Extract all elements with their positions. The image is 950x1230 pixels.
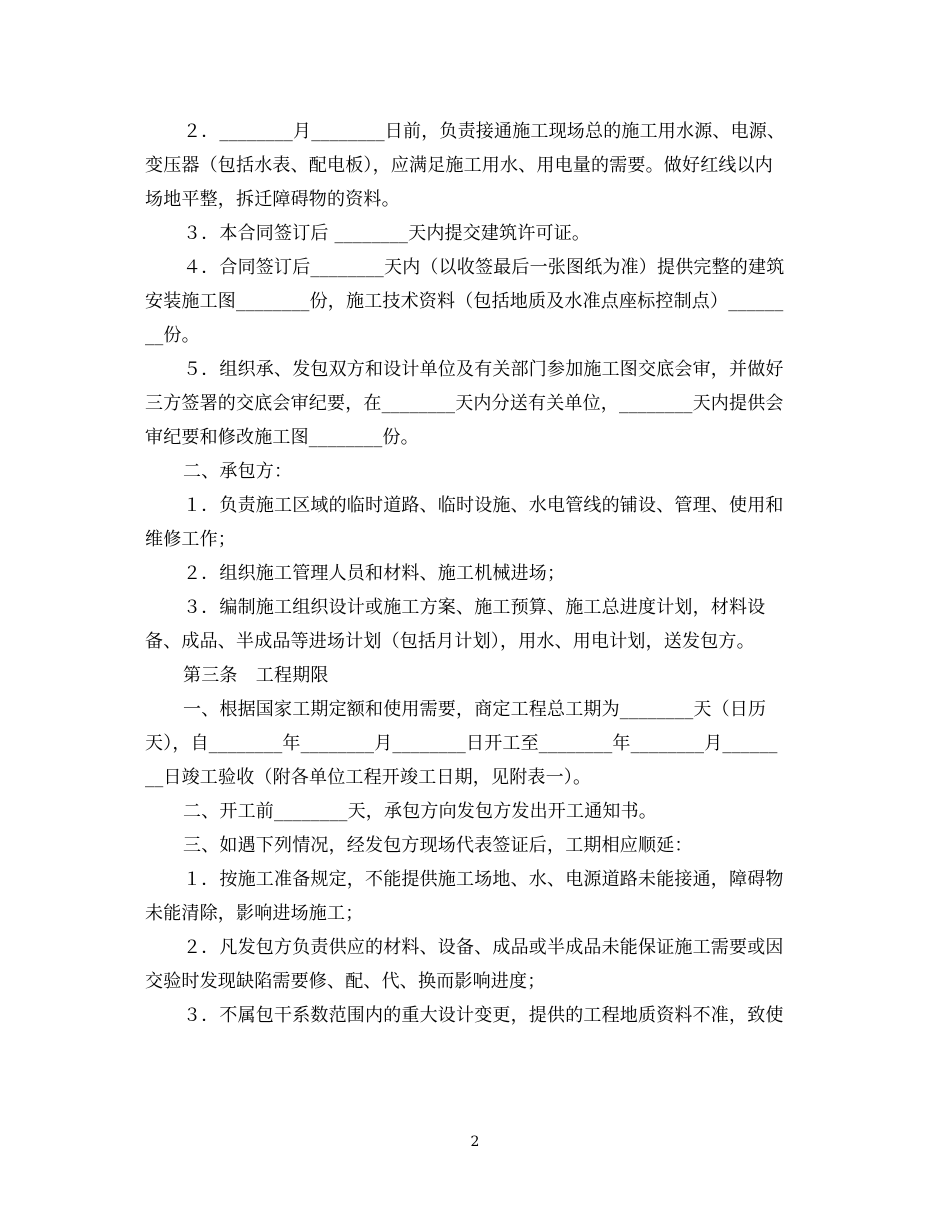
paragraph-line: ２．凡发包方负责供应的材料、设备、成品或半成品未能保证施工需要或因 (183, 937, 784, 958)
page-number: 2 (470, 1134, 480, 1150)
paragraph-line: 三方签署的交底会审纪要，在________天内分送有关单位，________天内提供会 (145, 393, 784, 414)
paragraph-line: __份。 (145, 325, 200, 346)
paragraph-line: 审纪要和修改施工图________份。 (145, 427, 419, 448)
paragraph-line: 变压器（包括水表、配电板），应满足施工用水、用电量的需要。做好红线以内 (145, 155, 773, 176)
paragraph-line: ３．编制施工组织设计或施工方案、施工预算、施工总进度计划，材料设 (183, 597, 766, 618)
paragraph-line: １．按施工准备规定，不能提供施工场地、水、电源道路未能接通，障碍物 (183, 869, 784, 890)
paragraph-line: 天），自________年________月________日开工至________年________月______ (145, 733, 778, 754)
paragraph-line: 二、开工前________天，承包方向发包方发出开工通知书。 (183, 801, 657, 822)
paragraph-line: 未能清除，影响进场施工； (145, 903, 364, 924)
section-heading: 二、承包方： (183, 461, 293, 482)
paragraph-line: ２．组织施工管理人员和材料、施工机械进场； (183, 563, 566, 584)
paragraph-line: 交验时发现缺陷需要修、配、代、换而影响进度； (145, 971, 546, 992)
article-heading: 第三条 工程期限 (183, 665, 329, 686)
paragraph-line: ５．组织承、发包双方和设计单位及有关部门参加施工图交底会审，并做好 (183, 359, 784, 380)
paragraph-line: 维修工作； (145, 529, 236, 550)
paragraph-line: ２．________月________日前，负责接通施工现场总的施工用水源、电源、 (183, 121, 786, 142)
paragraph-line: 安装施工图________份，施工技术资料（包括地质及水准点座标控制点）______ (145, 291, 784, 312)
paragraph-line: ３．不属包干系数范围内的重大设计变更，提供的工程地质资料不准，致使 (183, 1005, 784, 1026)
paragraph-line: 一、根据国家工期定额和使用需要，商定工程总工期为________天（日历 (183, 699, 767, 720)
contract-body-text (145, 115, 805, 1033)
paragraph-line: 三、如遇下列情况，经发包方现场代表签证后，工期相应顺延： (183, 835, 693, 856)
paragraph-line: 备、成品、半成品等进场计划（包括月计划），用水、用电计划，送发包方。 (145, 631, 755, 652)
paragraph-line: __日竣工验收（附各单位工程开竣工日期，见附表一）。 (145, 767, 592, 788)
paragraph-line: ４．合同签订后________天内（以收签最后一张图纸为准）提供完整的建筑 (183, 257, 785, 278)
paragraph-line: 场地平整，拆迁障碍物的资料。 (145, 189, 400, 210)
paragraph-line: ３．本合同签订后 ________天内提交建筑许可证。 (183, 223, 591, 244)
paragraph-line: １．负责施工区域的临时道路、临时设施、水电管线的铺设、管理、使用和 (183, 495, 784, 516)
